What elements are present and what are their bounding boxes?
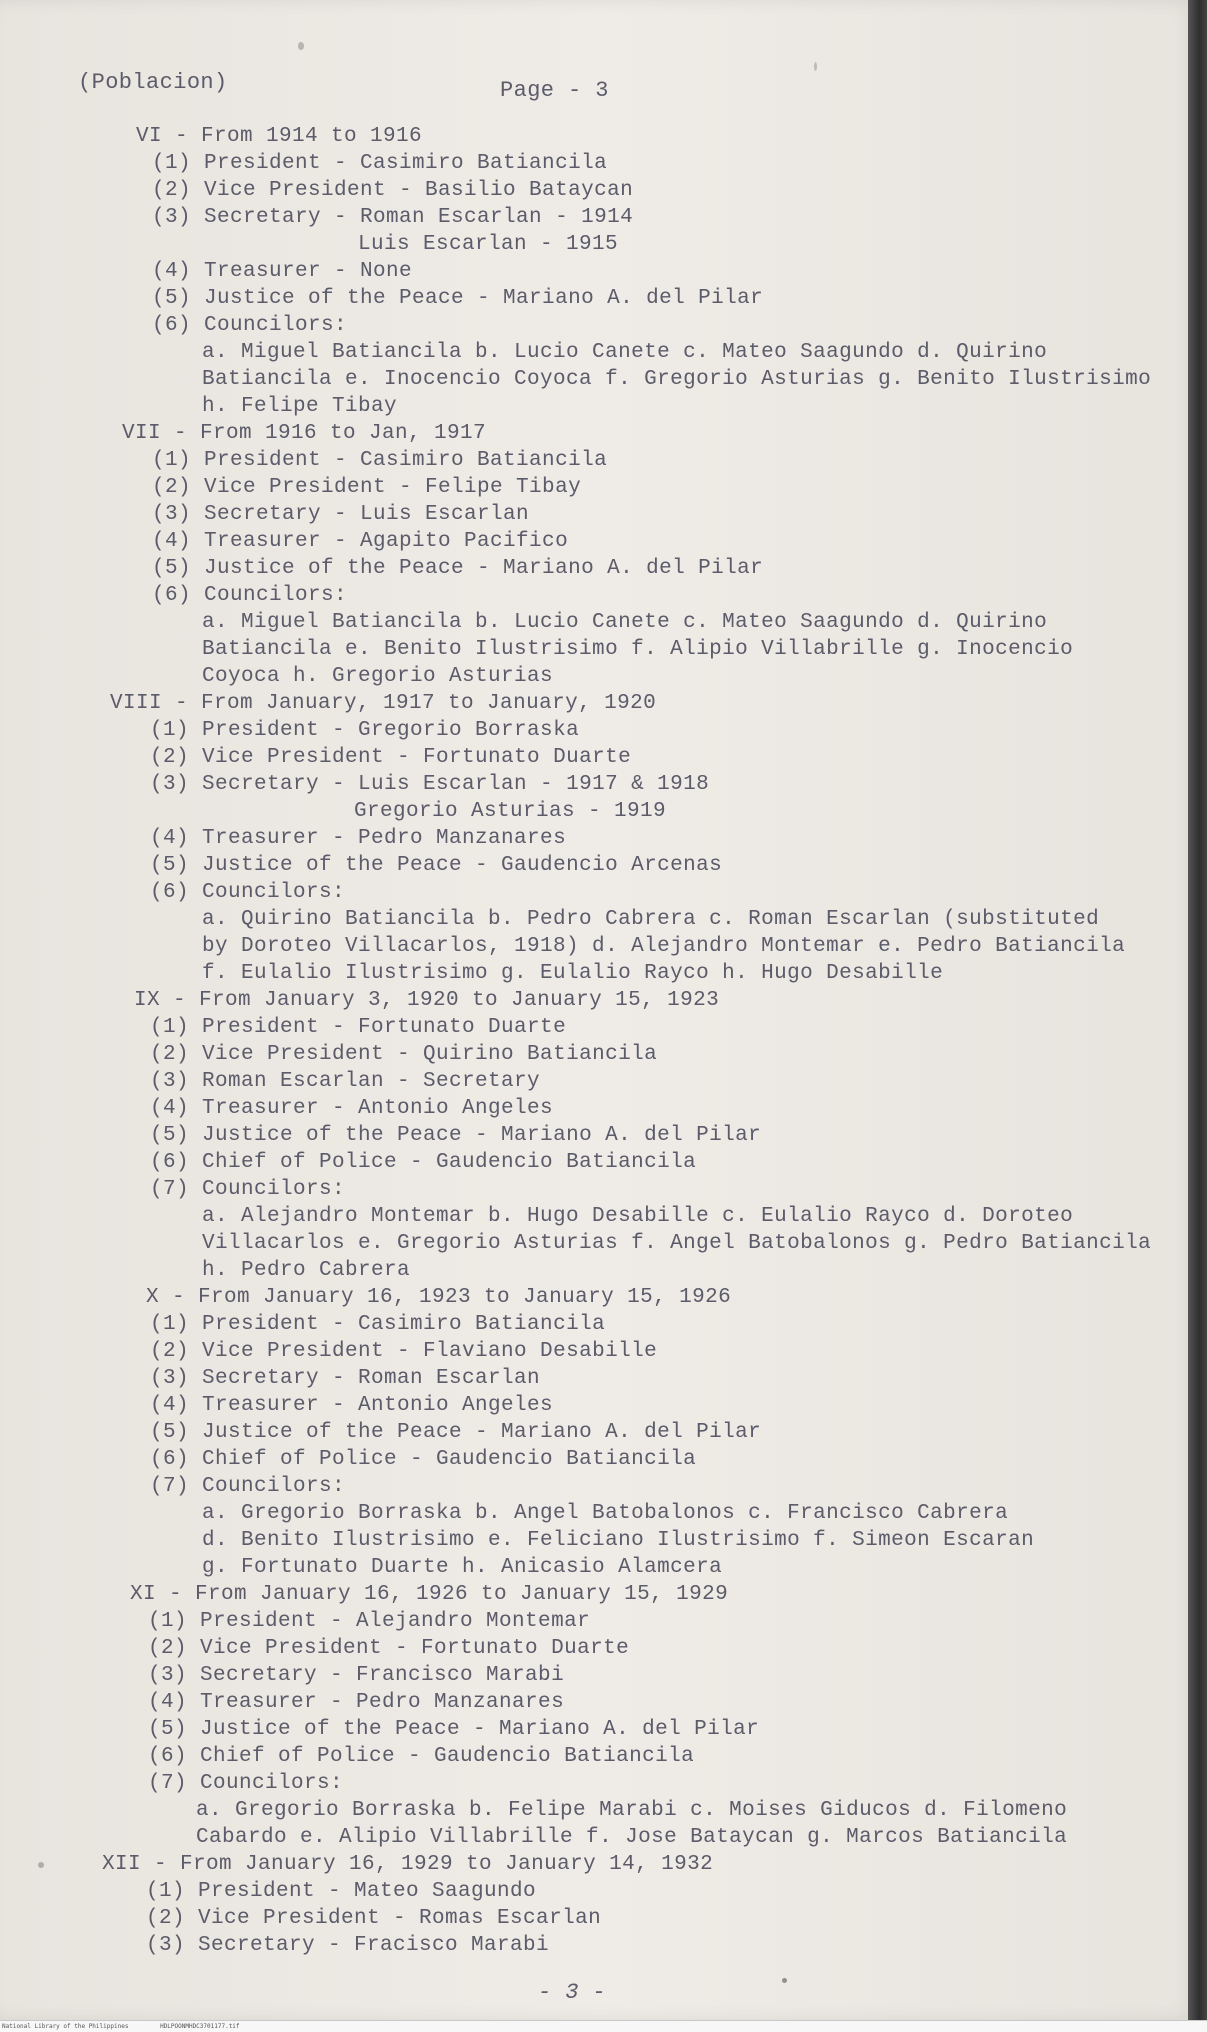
officer-line: (4) Treasurer - Pedro Manzanares (148, 1691, 565, 1714)
councilors-list: Batiancila e. Inocencio Coyoca f. Gregorio Asturias g. Benito Ilustrisimo (202, 368, 1152, 391)
term-heading: VIII - From January, 1917 to January, 1920 (110, 692, 657, 715)
officer-line: (5) Justice of the Peace - Mariano A. del Pilar (150, 1124, 762, 1147)
officer-line: (3) Roman Escarlan - Secretary (150, 1070, 541, 1093)
scan-institution: National Library of the Philippines (2, 2023, 129, 2030)
officer-line: (5) Justice of the Peace - Mariano A. del Pilar (152, 557, 764, 580)
officer-line: (3) Secretary - Roman Escarlan (150, 1367, 541, 1390)
officer-line: (5) Justice of the Peace - Gaudencio Arcenas (150, 854, 723, 877)
councilors-label: (7) Councilors: (150, 1178, 346, 1201)
councilors-list: a. Miguel Batiancila b. Lucio Canete c. Mateo Saagundo d. Quirino (202, 611, 1048, 634)
officer-line-continued: Luis Escarlan - 1915 (358, 233, 619, 256)
officer-line: (2) Vice President - Felipe Tibay (152, 476, 582, 499)
councilors-list: Villacarlos e. Gregorio Asturias f. Angel Batobalonos g. Pedro Batiancila (202, 1232, 1152, 1255)
officer-line: (4) Treasurer - None (152, 260, 413, 283)
officer-line: (1) President - Casimiro Batiancila (152, 449, 608, 472)
ink-speck (298, 42, 304, 50)
officer-line: (2) Vice President - Flaviano Desabille (150, 1340, 658, 1363)
page-number: - 3 - (538, 1980, 607, 2005)
term-heading: VI - From 1914 to 1916 (136, 125, 423, 148)
councilors-list: a. Alejandro Montemar b. Hugo Desabille c. Eulalio Rayco d. Doroteo (202, 1205, 1074, 1228)
page-label: Page - 3 (500, 78, 609, 103)
term-heading: X - From January 16, 1923 to January 15, 1926 (146, 1286, 732, 1309)
officer-line: (4) Treasurer - Antonio Angeles (150, 1394, 554, 1417)
councilors-list: a. Miguel Batiancila b. Lucio Canete c. Mateo Saagundo d. Quirino (202, 341, 1048, 364)
scan-edge-shadow (1188, 0, 1207, 2031)
officer-line: (3) Secretary - Fracisco Marabi (146, 1934, 550, 1957)
councilors-list: a. Gregorio Borraska b. Felipe Marabi c. Moises Giducos d. Filomeno (196, 1799, 1068, 1822)
scan-info-strip (0, 2020, 1207, 2032)
officer-line: (2) Vice President - Basilio Bataycan (152, 179, 634, 202)
officer-line: (3) Secretary - Roman Escarlan - 1914 (152, 206, 634, 229)
officer-line: (1) President - Mateo Saagundo (146, 1880, 537, 1903)
officer-line: (5) Justice of the Peace - Mariano A. del Pilar (148, 1718, 760, 1741)
officer-line: (6) Chief of Police - Gaudencio Batiancila (150, 1151, 697, 1174)
councilors-label: (6) Councilors: (152, 314, 348, 337)
councilors-list: h. Pedro Cabrera (202, 1259, 411, 1282)
ink-speck (814, 62, 817, 71)
officer-line: (2) Vice President - Quirino Batiancila (150, 1043, 658, 1066)
officer-line: (3) Secretary - Luis Escarlan - 1917 & 1918 (150, 773, 710, 796)
officer-line-continued: Gregorio Asturias - 1919 (354, 800, 667, 823)
term-heading: VII - From 1916 to Jan, 1917 (122, 422, 487, 445)
officer-line: (2) Vice President - Fortunato Duarte (148, 1637, 630, 1660)
officer-line: (3) Secretary - Francisco Marabi (148, 1664, 565, 1687)
councilors-list: Cabardo e. Alipio Villabrille f. Jose Bataycan g. Marcos Batiancila (196, 1826, 1068, 1849)
councilors-list: Coyoca h. Gregorio Asturias (202, 665, 554, 688)
term-heading: IX - From January 3, 1920 to January 15, 1923 (134, 989, 720, 1012)
officer-line: (6) Chief of Police - Gaudencio Batiancila (150, 1448, 697, 1471)
scan-file-id: HDLPOONMHDC3701177.tif (160, 2023, 240, 2030)
term-heading: XI - From January 16, 1926 to January 15, 1929 (130, 1583, 729, 1606)
councilors-label: (6) Councilors: (150, 881, 346, 904)
ink-speck (782, 1978, 787, 1983)
councilors-label: (6) Councilors: (152, 584, 348, 607)
officer-line: (4) Treasurer - Agapito Pacifico (152, 530, 569, 553)
officer-line: (1) President - Casimiro Batiancila (150, 1313, 606, 1336)
officer-line: (4) Treasurer - Antonio Angeles (150, 1097, 554, 1120)
officer-line: (5) Justice of the Peace - Mariano A. del Pilar (150, 1421, 762, 1444)
officer-line: (2) Vice President - Fortunato Duarte (150, 746, 632, 769)
councilors-label: (7) Councilors: (150, 1475, 346, 1498)
councilors-list: Batiancila e. Benito Ilustrisimo f. Alipio Villabrille g. Inocencio (202, 638, 1074, 661)
officer-line: (2) Vice President - Romas Escarlan (146, 1907, 602, 1930)
term-heading: XII - From January 16, 1929 to January 14, 1932 (102, 1853, 714, 1876)
councilors-list: f. Eulalio Ilustrisimo g. Eulalio Rayco h. Hugo Desabille (202, 962, 944, 985)
councilors-list: by Doroteo Villacarlos, 1918) d. Alejandro Montemar e. Pedro Batiancila (202, 935, 1126, 958)
officer-line: (1) President - Casimiro Batiancila (152, 152, 608, 175)
section-label: (Poblacion) (78, 70, 228, 95)
officer-line: (4) Treasurer - Pedro Manzanares (150, 827, 567, 850)
councilors-label: (7) Councilors: (148, 1772, 344, 1795)
councilors-list: a. Quirino Batiancila b. Pedro Cabrera c. Roman Escarlan (substituted (202, 908, 1100, 931)
ink-speck (38, 1862, 44, 1868)
officer-line: (3) Secretary - Luis Escarlan (152, 503, 530, 526)
councilors-list: h. Felipe Tibay (202, 395, 398, 418)
officer-line: (1) President - Gregorio Borraska (150, 719, 580, 742)
councilors-list: g. Fortunato Duarte h. Anicasio Alamcera (202, 1556, 723, 1579)
councilors-list: a. Gregorio Borraska b. Angel Batobalonos c. Francisco Cabrera (202, 1502, 1009, 1525)
officer-line: (1) President - Fortunato Duarte (150, 1016, 567, 1039)
officer-line: (6) Chief of Police - Gaudencio Batiancila (148, 1745, 695, 1768)
councilors-list: d. Benito Ilustrisimo e. Feliciano Ilustrisimo f. Simeon Escaran (202, 1529, 1035, 1552)
officer-line: (5) Justice of the Peace - Mariano A. del Pilar (152, 287, 764, 310)
officer-line: (1) President - Alejandro Montemar (148, 1610, 591, 1633)
